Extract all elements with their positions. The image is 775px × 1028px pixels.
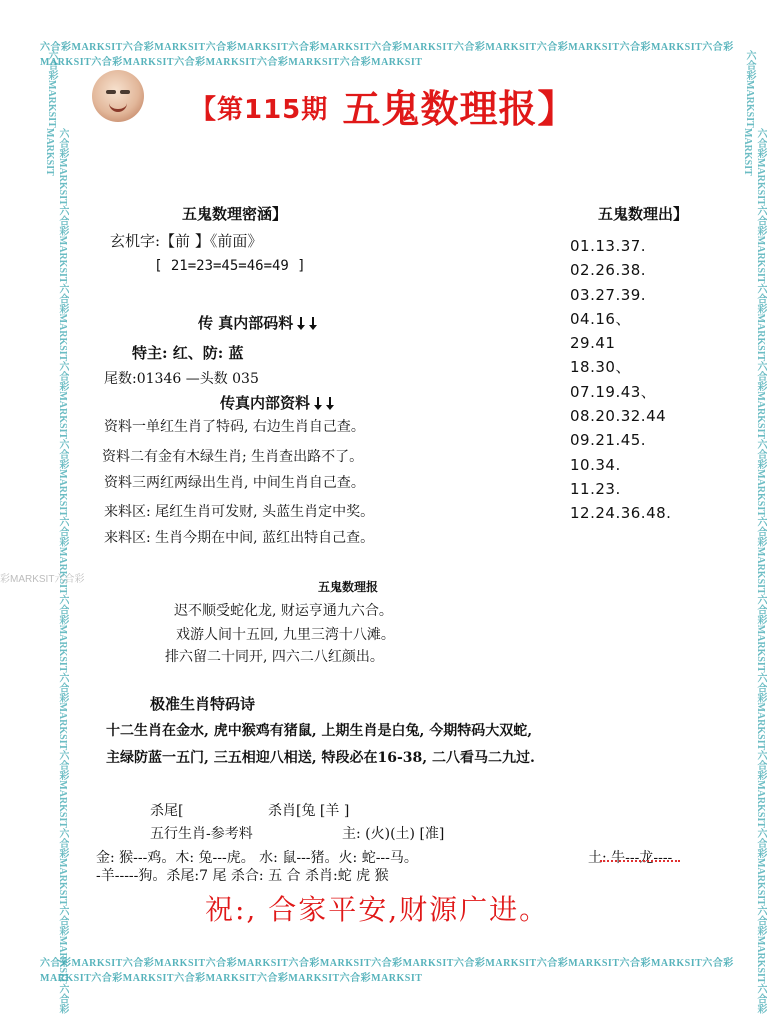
red-scribble — [600, 846, 680, 862]
watermark-text: 六合彩MARKSIT — [744, 50, 755, 128]
number-row: 03.27.39. — [570, 285, 647, 304]
right-title: 五鬼数理出】 — [598, 205, 689, 223]
info-item: 来料区: 生肖今期在中间, 蓝红出特自己查。 — [104, 530, 375, 546]
down-arrow-icon — [309, 317, 317, 330]
number-row: 12.24.36.48. — [570, 504, 672, 523]
shengxiao-line: 主绿防蓝一五门, 三五相迎八相送, 特段必在16-38, 二八看马二九过. — [106, 750, 535, 766]
main-element: 主: (火)(土) [准] — [342, 826, 445, 842]
watermark-text: 六合彩MARKSIT — [40, 42, 123, 53]
poem-line: 戏游人间十五回, 九里三湾十八滩。 — [176, 627, 395, 643]
number-row: 18.30、 — [570, 358, 631, 377]
watermark-text: 六合彩MARKSIT — [46, 50, 57, 128]
number-row: 10.34. — [570, 455, 621, 474]
number-row: 02.26.38. — [570, 261, 647, 280]
info-item: 来料区: 尾红生肖可发财, 头蓝生肖定中奖。 — [104, 504, 375, 520]
kill-line: -羊-----狗。杀尾:7 尾 杀合: 五 合 杀肖:蛇 虎 猴 — [96, 868, 389, 884]
number-row: 09.21.45. — [570, 431, 647, 450]
avatar — [92, 70, 144, 122]
title-text: 五鬼数理报】 — [342, 87, 577, 131]
kill-zodiac: 杀肖[兔 [羊 ] — [268, 803, 350, 819]
page-title — [190, 78, 577, 133]
watermark-left: 六合彩MARKSIT 六合彩MARKSIT六合彩MARKSIT六合彩MARKSIT六合彩MARKSIT六合彩MARKSIT六合彩MARKSIT六合彩MARKSIT六合彩MARKSIT六合彩MARKSIT六合彩MARKSIT六合彩MARKSIT六合彩MARKSIT — [44, 50, 68, 1014]
section1-title: 五鬼数理密涵】 — [182, 205, 288, 223]
watermark-bottom: 六合彩MARKSIT六合彩MARKSIT六合彩MARKSIT六合彩MARKSIT六合彩MARKSIT六合彩MARKSIT六合彩MARKSIT六合彩MARKSIT六合彩MARKSIT六合彩MARKSIT六合彩MARKSIT六合彩MARKSIT六合彩MARKSIT — [40, 958, 734, 984]
fax2-title: 传真内部资料 — [220, 392, 334, 413]
fax1-title: 传 真内部码料 — [198, 312, 317, 333]
blessing-text: 祝:, 合家平安,财源广进。 — [205, 893, 550, 926]
ghost-side-text: 彩MARKSIT六合彩 — [0, 574, 85, 585]
tezhu-text: 特主: 红、防: 蓝 — [132, 344, 244, 362]
poem-line: 迟不顺受蛇化龙, 财运亨通九六合。 — [174, 603, 393, 619]
weishu-text: 尾数:01346 —头数 035 — [104, 371, 259, 387]
down-arrow-icon — [326, 397, 334, 410]
wuxing-title: 五行生肖-参考料 — [150, 826, 253, 842]
poem-line: 排六留二十同开, 四六二八红颜出。 — [165, 649, 384, 665]
watermark-top: 六合彩MARKSIT六合彩MARKSIT六合彩MARKSIT六合彩MARKSIT六合彩MARKSIT六合彩MARKSIT六合彩MARKSIT六合彩MARKSIT六合彩MARKSIT六合彩MARKSIT六合彩MARKSIT六合彩MARKSIT六合彩MARKSIT — [40, 42, 734, 68]
shengxiao-title: 极准生肖特码诗 — [150, 695, 256, 713]
info-item: 资料二有金有木绿生肖; 生肖查出路不了。 — [102, 449, 364, 465]
down-arrow-icon — [314, 397, 322, 410]
formula-text: [ 21=23=45=46=49 ] — [154, 258, 306, 274]
number-row: 07.19.43、 — [570, 382, 657, 401]
info-item: 资料一单红生肖了特码, 右边生肖自己查。 — [104, 419, 365, 435]
number-row: 01.13.37. — [570, 237, 647, 255]
number-list — [570, 234, 671, 526]
xuanji-text: 玄机字:【前 】《前面》 — [110, 232, 263, 250]
info-item: 资料三两红两绿出生肖, 中间生肖自己查。 — [104, 475, 365, 491]
poem-title: 五鬼数理报 — [318, 580, 379, 594]
issue-number: 【第115期 — [190, 95, 329, 125]
wuxing-line: 金: 猴---鸡。木: 兔---虎。 水: 鼠---猪。火: 蛇---马。 — [96, 850, 418, 866]
down-arrow-icon — [297, 317, 305, 330]
watermark-text: 六合彩MARKSIT — [40, 958, 123, 969]
kill-tail: 杀尾[ — [150, 803, 184, 819]
watermark-right: 六合彩MARKSIT 六合彩MARKSIT六合彩MARKSIT六合彩MARKSIT六合彩MARKSIT六合彩MARKSIT六合彩MARKSIT六合彩MARKSIT六合彩MARKSIT六合彩MARKSIT六合彩MARKSIT六合彩MARKSIT六合彩MARKSIT — [742, 50, 766, 1014]
number-row: 11.23. — [570, 479, 621, 498]
wuxing-line-tail: 土: 牛---龙---- — [588, 850, 673, 866]
number-row: 29.41 — [570, 334, 616, 353]
shengxiao-line: 十二生肖在金水, 虎中猴鸡有猪鼠, 上期生肖是白兔, 今期特码大双蛇, — [106, 723, 533, 739]
number-row: 04.16、 — [570, 309, 631, 328]
number-row: 08.20.32.44 — [570, 407, 667, 426]
